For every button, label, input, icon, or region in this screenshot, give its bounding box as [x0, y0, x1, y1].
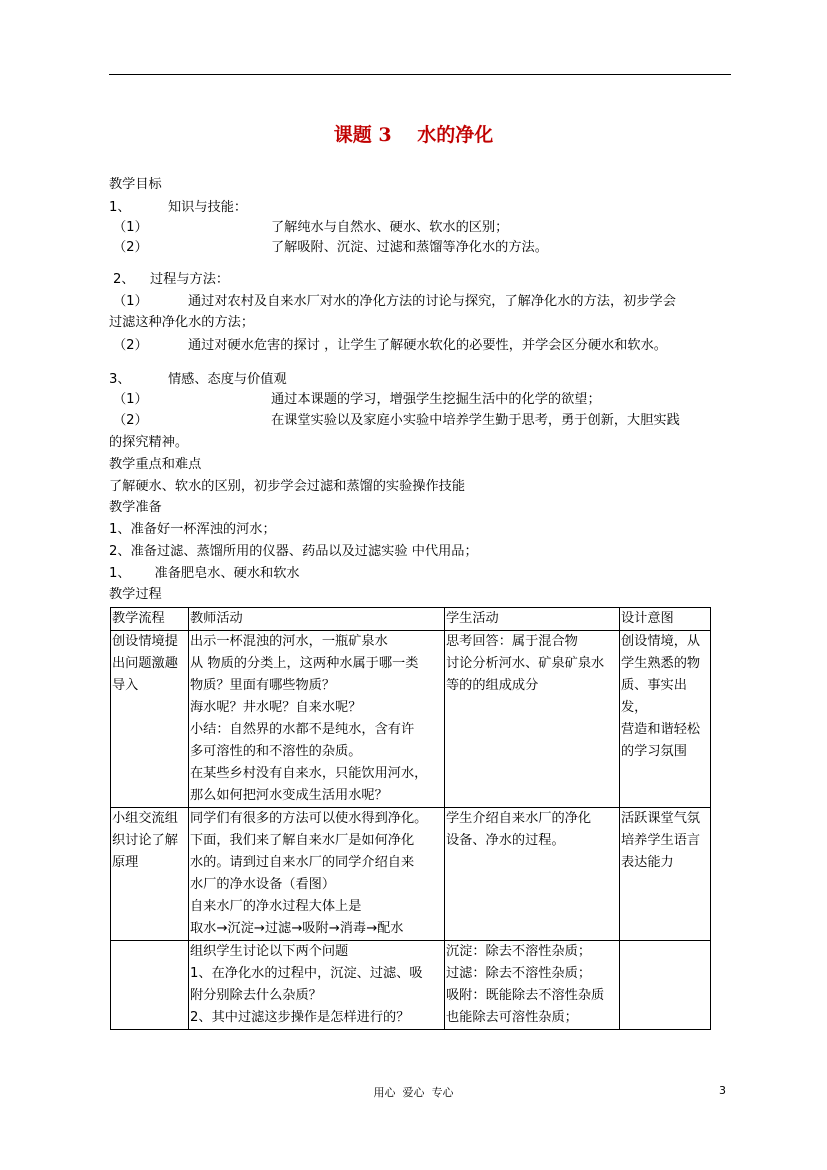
- cell-line: 沉淀：除去不溶性杂质；: [446, 944, 592, 959]
- cell-line: 组织学生讨论以下两个问题: [190, 944, 349, 959]
- cell-line: 下面，我们来了解自来水厂是如何净化: [190, 833, 415, 848]
- cell-line: 活跃课堂气氛: [621, 811, 701, 826]
- preparation-item: 1、准备好一杯浑浊的河水；: [109, 522, 276, 537]
- knowledge-num: 1、: [109, 200, 131, 215]
- cell-line: 2、其中过滤这步操作是怎样进行的？: [190, 1010, 410, 1025]
- page-number: 3: [719, 1084, 726, 1097]
- cell-line: 水厂的净水设备（看图）: [190, 877, 336, 892]
- cell-line: 织讨论了解: [112, 833, 178, 848]
- header-rule: [109, 74, 731, 75]
- cell-line: 过滤：除去不溶性杂质；: [446, 966, 592, 981]
- page-title: 课题 3 水的净化: [333, 124, 494, 146]
- process-item-2-num: （2）: [113, 338, 148, 353]
- knowledge-item-2-num: （2）: [113, 240, 148, 255]
- process-table-heading: 教学过程: [109, 587, 162, 602]
- cell-line: 学生熟悉的物: [621, 656, 701, 671]
- header-intent: 设计意图: [620, 608, 711, 631]
- table-row: [111, 941, 711, 1030]
- cell-line: 营造和谐轻松: [621, 722, 701, 737]
- knowledge-item-2-text: 了解吸附、沉淀、过滤和蒸馏等净化水的方法。: [271, 240, 548, 255]
- cell-line: 1、在净化水的过程中，沉淀、过滤、吸: [190, 966, 423, 981]
- knowledge-label: 知识与技能：: [168, 200, 248, 215]
- cell-line: 设备、净水的过程。: [446, 833, 565, 848]
- table-row: [111, 631, 711, 808]
- cell-line: 讨论分析河水、矿泉矿泉水: [446, 656, 605, 671]
- preparation-item: 1、 准备肥皂水、硬水和软水: [109, 566, 300, 581]
- cell-line: 的学习氛围: [621, 744, 687, 759]
- cell-line: 等的的组成成分: [446, 678, 539, 693]
- cell-line: 吸附：既能除去不溶性杂质: [446, 988, 605, 1003]
- emotion-label: 情感、态度与价值观: [168, 372, 287, 387]
- cell-teacher: [189, 631, 445, 808]
- cell-student: [445, 808, 620, 941]
- cell-flow: [111, 808, 189, 941]
- process-num: 2、: [113, 272, 135, 287]
- cell-line: 多可溶性的和不溶性的杂质。: [190, 744, 362, 759]
- cell-line: 自来水厂的净水过程大体上是: [190, 899, 362, 914]
- cell-line: 那么如何把河水变成生活用水呢？: [190, 788, 388, 803]
- cell-flow: [111, 631, 189, 808]
- teaching-process-table: [110, 607, 711, 1030]
- cell-line: 也能除去可溶性杂质；: [446, 1010, 578, 1025]
- knowledge-item-1-num: （1）: [113, 220, 148, 235]
- header-flow: 教学流程: [111, 608, 189, 631]
- cell-line: 取水→沉淀→过滤→吸附→消毒→配水: [190, 921, 404, 936]
- cell-intent: [620, 808, 711, 941]
- footer-text: 用心 爱心 专心: [373, 1086, 454, 1099]
- cell-student: [445, 631, 620, 808]
- cell-line: 创设情境，从: [621, 634, 701, 649]
- cell-line: 出示一杯混浊的河水，一瓶矿泉水: [190, 634, 388, 649]
- cell-line: 思考回答：属于混合物: [446, 634, 578, 649]
- emotion-item-2-text: 在课堂实验以及家庭小实验中培养学生勤于思考，勇于创新，大胆实践: [271, 413, 680, 428]
- key-points-text: 了解硬水、软水的区别，初步学会过滤和蒸馏的实验操作技能: [109, 479, 466, 494]
- cell-line: 小组交流组: [112, 811, 178, 826]
- cell-line: 学生介绍自来水厂的净化: [446, 811, 592, 826]
- cell-flow: [111, 941, 189, 1030]
- process-item-1-num: （1）: [113, 294, 148, 309]
- cell-line: 在某些乡村没有自来水，只能饮用河水，: [190, 766, 428, 781]
- emotion-num: 3、: [109, 372, 131, 387]
- emotion-item-1-num: （1）: [113, 392, 148, 407]
- knowledge-item-1-text: 了解纯水与自然水、硬水、软水的区别；: [271, 220, 509, 235]
- emotion-item-2-num: （2）: [113, 413, 148, 428]
- key-points-heading: 教学重点和难点: [109, 457, 202, 472]
- table-row: [111, 808, 711, 941]
- cell-line: 同学们有很多的方法可以使水得到净化。: [190, 811, 428, 826]
- cell-line: 培养学生语言: [621, 833, 701, 848]
- process-item-1-cont: 过滤这种净化水的方法；: [109, 315, 255, 330]
- process-label: 过程与方法：: [150, 272, 230, 287]
- cell-line: 导入: [112, 678, 139, 693]
- cell-line: 从 物质的分类上，这两种水属于哪一类: [190, 656, 419, 671]
- cell-line: 水的。请到过自来水厂的同学介绍自来: [190, 855, 415, 870]
- cell-line: 表达能力: [621, 855, 674, 870]
- cell-line: 质、事实出发，: [621, 678, 687, 715]
- cell-intent: [620, 631, 711, 808]
- cell-line: 海水呢？井水呢？自来水呢？: [190, 700, 362, 715]
- header-student: 学生活动: [445, 608, 620, 631]
- emotion-item-1-text: 通过本课题的学习，增强学生挖掘生活中的化学的欲望；: [271, 392, 601, 407]
- cell-teacher: [189, 941, 445, 1030]
- cell-line: 附分别除去什么杂质？: [190, 988, 322, 1003]
- preparation-item: 2、准备过滤、蒸馏所用的仪器、药品以及过滤实验 中代用品；: [109, 544, 478, 559]
- cell-intent: [620, 941, 711, 1030]
- table-header-row: [111, 608, 711, 631]
- cell-teacher: [189, 808, 445, 941]
- process-item-2-text: 通过对硬水危害的探讨 ，让学生了解硬水软化的必要性，并学会区分硬水和软水。: [188, 338, 667, 353]
- cell-line: 创设情境提: [112, 634, 178, 649]
- process-item-1-text: 通过对农村及自来水厂对水的净化方法的讨论与探究，了解净化水的方法，初步学会: [188, 294, 676, 309]
- cell-line: 原理: [112, 855, 139, 870]
- cell-student: [445, 941, 620, 1030]
- cell-line: 小结：自然界的水都不是纯水，含有许: [190, 722, 415, 737]
- cell-line: 出问题激趣: [112, 656, 178, 671]
- header-teacher: 教师活动: [189, 608, 445, 631]
- preparation-heading: 教学准备: [109, 500, 162, 515]
- emotion-item-2-cont: 的探究精神。: [109, 435, 189, 450]
- cell-line: 物质？里面有哪些物质？: [190, 678, 336, 693]
- objectives-heading: 教学目标: [109, 177, 162, 192]
